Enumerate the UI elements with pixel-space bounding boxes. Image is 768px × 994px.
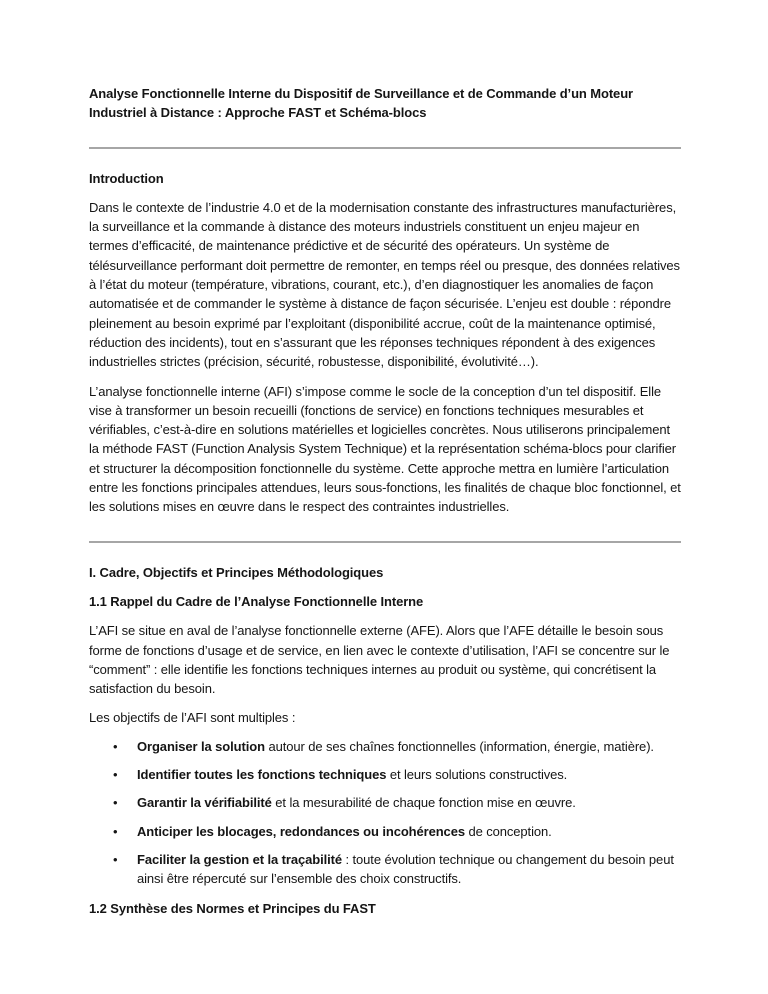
divider-top bbox=[89, 147, 681, 149]
list-item bbox=[113, 737, 681, 756]
bullet-bold-text: Anticiper les blocages, redondances ou incohérences bbox=[137, 823, 465, 839]
bullet-rest-text: de conception. bbox=[464, 823, 552, 839]
bullet-bold-text: Identifier toutes les fonctions techniques bbox=[137, 767, 387, 783]
bullet-rest-text: et leurs solutions constructives. bbox=[386, 767, 568, 783]
bullet-icon: • bbox=[113, 767, 118, 783]
intro-paragraph-1: Dans le contexte de l’industrie 4.0 et de la modernisation constante des infrastructures manufacturières, la surveillance et la commande à distance des moteurs industriels constituent un enjeu majeur en termes d’efficacité, de maintenance prédictive et de sécurité des opérateurs. Un système de télésurveillance performant doit permettre de remonter, en temps réel ou presque, des données relatives à l’état du moteur (température, vibrations, courant, etc.), d’en diagnostiquer les anomalies de façon automatisée et de commander le système à distance de façon sécurisée. L’enjeu est double : répondre pleinement au besoin exprimé par l’exploitant (disponibilité accrue, coût de la maintenance optimisé, réduction des incidents), tout en s’assurant que les réponses techniques répondent à des exigences industrielles strictes (précision, sécurité, robustesse, disponibilité, évolutivité…). bbox=[89, 199, 680, 370]
list-item bbox=[113, 822, 681, 841]
bullet-icon: • bbox=[113, 738, 118, 754]
document-title: Analyse Fonctionnelle Interne du Dispositif de Surveillance et de Commande d’un Moteur Industriel à Distance : Approche FAST et Schéma-blocs bbox=[89, 86, 633, 121]
objectives-lead: Les objectifs de l’AFI sont multiples : bbox=[89, 710, 296, 726]
bullet-rest-text: autour de ses chaînes fonctionnelles (information, énergie, matière). bbox=[264, 738, 654, 754]
section-1-1-heading: 1.1 Rappel du Cadre de l’Analyse Fonctionnelle Interne bbox=[89, 593, 424, 609]
list-item bbox=[113, 850, 681, 889]
bullet-icon: • bbox=[113, 795, 118, 811]
list-item bbox=[113, 793, 681, 812]
divider-section bbox=[89, 541, 681, 543]
bullet-bold-text: Organiser la solution bbox=[137, 738, 265, 754]
intro-paragraph-2: L’analyse fonctionnelle interne (AFI) s’impose comme le socle de la conception d’un tel dispositif. Elle vise à transformer un besoin recueilli (fonctions de service) en fonctions techniques mesurables et vérifiables, c’est-à-dire en solutions matérielles et logicielles concrètes. Nous utiliserons principalement la méthode FAST (Function Analysis System Technique) et la représentation schéma-blocs pour clarifier et structurer la décomposition fonctionnelle du système. Cette approche mettra en lumière l’articulation entre les fonctions principales attendues, leurs sous-fonctions, les finalités de chaque bloc fonctionnel, et les solutions mises en œuvre dans le respect des contraintes industrielles. bbox=[89, 383, 681, 515]
section-1-2-heading: 1.2 Synthèse des Normes et Principes du FAST bbox=[89, 900, 376, 916]
intro-heading: Introduction bbox=[89, 170, 164, 186]
afi-definition-paragraph: L’AFI se situe en aval de l’analyse fonctionnelle externe (AFE). Alors que l’AFE détaille le besoin sous forme de fonctions d’usage et de service, en lien avec le contexte d’utilisation, l’AFI se concentre sur le “comment” : elle identifie les fonctions techniques internes au produit ou système, qui concrétisent la satisfaction du besoin. bbox=[89, 623, 670, 697]
bullet-bold-text: Faciliter la gestion et la traçabilité bbox=[137, 851, 342, 867]
list-item bbox=[113, 765, 681, 784]
bullet-bold-text: Garantir la vérifiabilité bbox=[137, 795, 272, 811]
section-1-heading: I. Cadre, Objectifs et Principes Méthodologiques bbox=[89, 564, 384, 580]
bullet-rest-text: et la mesurabilité de chaque fonction mise en œuvre. bbox=[271, 795, 576, 811]
bullet-icon: • bbox=[113, 823, 118, 839]
bullet-rest-text: : toute évolution technique ou changement du besoin peut ainsi être répercuté sur l’ensemble des choix constructifs. bbox=[137, 851, 674, 887]
bullet-icon: • bbox=[113, 851, 118, 867]
objectives-list bbox=[89, 737, 681, 889]
